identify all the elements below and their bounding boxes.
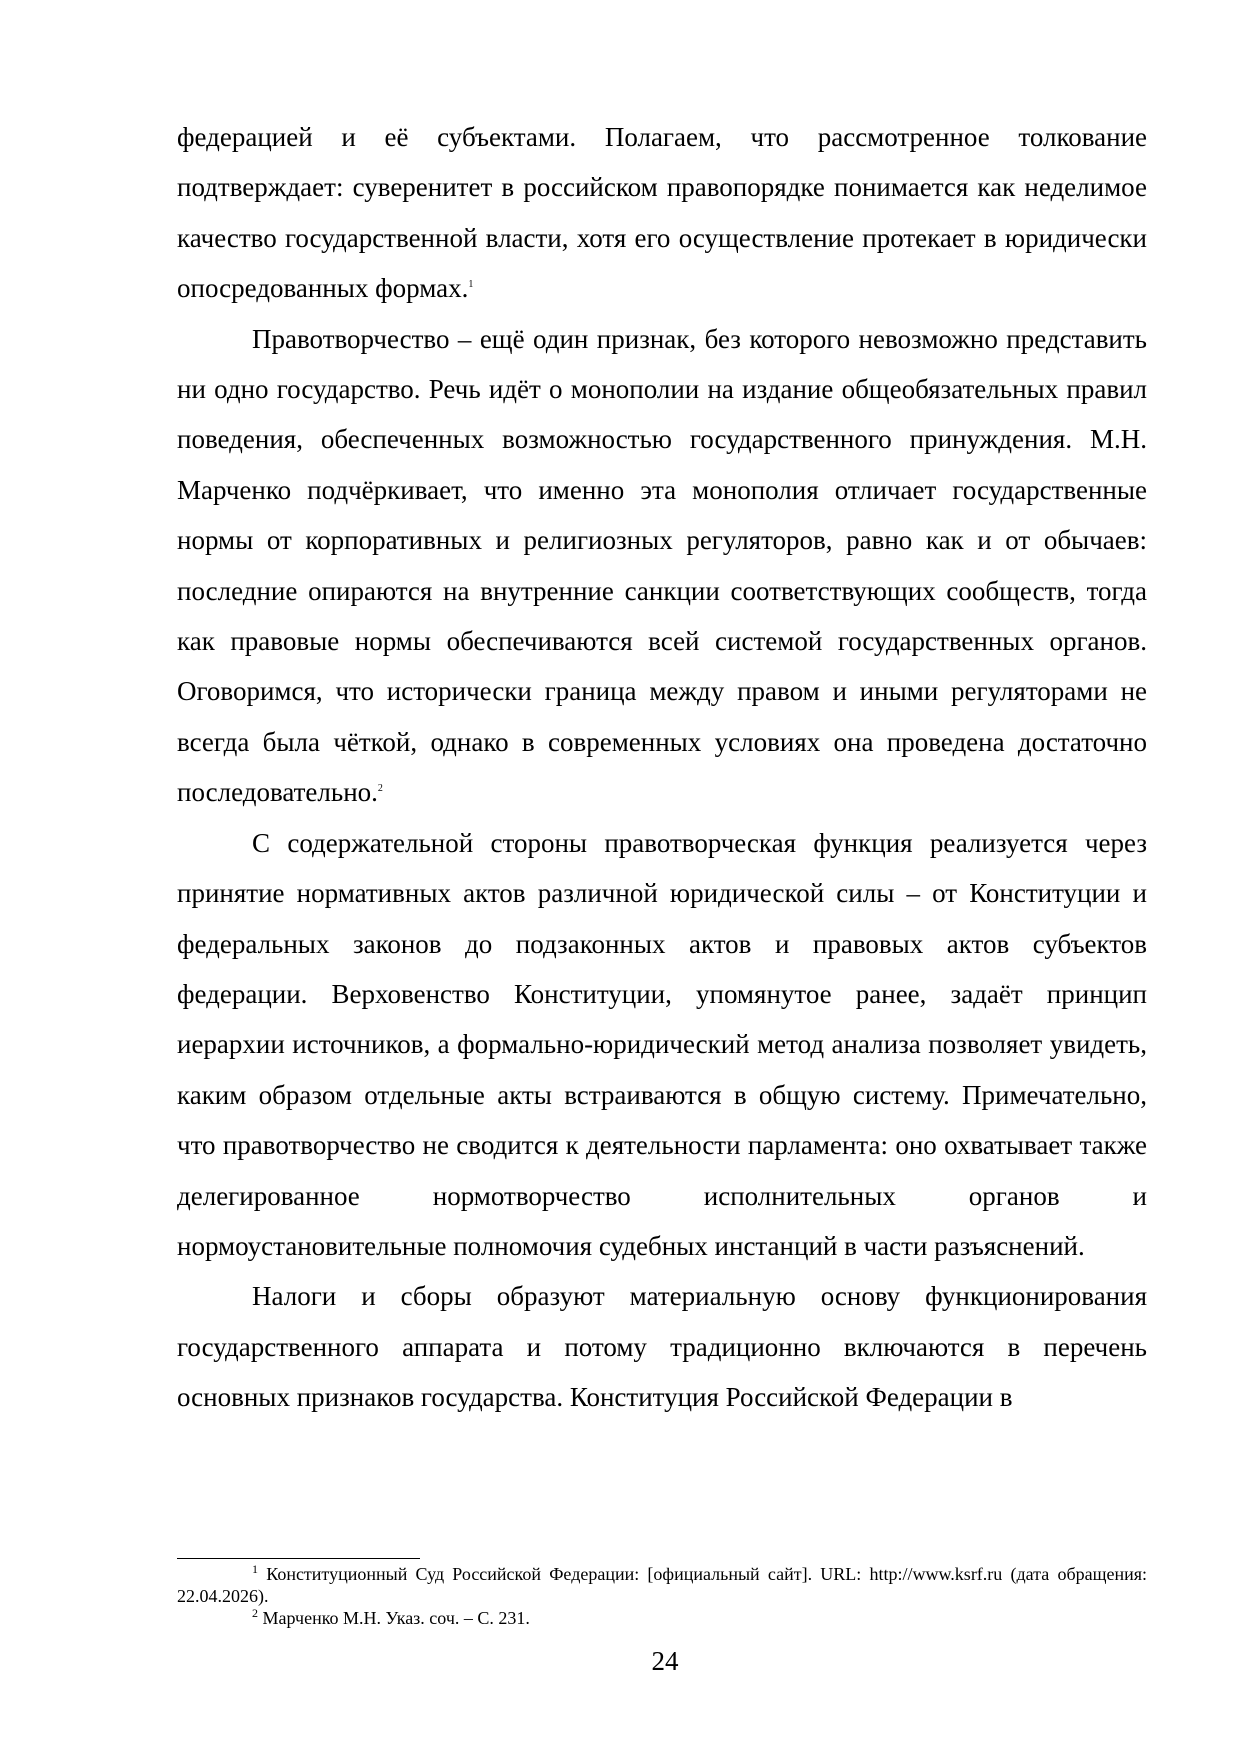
footnote-2 xyxy=(177,1607,1147,1629)
paragraph-text: федерацией и её субъектами. Полагаем, что рассмотренное толкование подтверждает: суверенитет в российском правопорядке понимается как неделимое качество государственной власти, хотя его осуществление протекает в юридически опосредованных формах. xyxy=(177,122,1147,304)
paragraph-text: Налоги и сборы образуют материальную основу функционирования государственного аппарата и потому традиционно включаются в перечень основных признаков государства. Конституция Российской Федерации в xyxy=(177,1281,1147,1413)
footnote-text: Марченко М.Н. Указ. соч. – С. 231. xyxy=(262,1608,530,1628)
paragraph-law-making-function xyxy=(177,818,1147,1272)
footnotes xyxy=(177,1563,1147,1629)
page-number: 24 xyxy=(651,1646,679,1676)
footnote-reference: 2 xyxy=(377,783,383,795)
footnote-text: Конституционный Суд Российской Федерации: [официальный сайт]. URL: http://www.ksrf.ru (дата обращения: 22.04.2026). xyxy=(177,1564,1147,1606)
footnote-1 xyxy=(177,1563,1147,1607)
footnote-separator xyxy=(177,1558,420,1559)
paragraph-taxes xyxy=(177,1271,1147,1422)
footnote-number: 1 xyxy=(252,1562,258,1576)
paragraph-text: Правотворчество – ещё один признак, без которого невозможно представить ни одно государство. Речь идёт о монополии на издание общеобязательных правил поведения, обеспеченных возможностью государственного принуждения. М.Н. Марченко подчёркивает, что именно эта монополия отличает государственные нормы от корпоративных и религиозных регуляторов, равно как и от обычаев: последние опираются на внутренние санкции соответствующих сообществ, тогда как правовые нормы обеспечиваются всей системой государственных органов. Оговоримся, что исторически граница между правом и иными регуляторами не всегда была чёткой, однако в современных условиях она проведена достаточно последовательно. xyxy=(177,323,1147,808)
footnote-reference: 1 xyxy=(468,279,474,291)
paragraph-continuation xyxy=(177,112,1147,314)
body-text xyxy=(177,112,1147,1423)
footnote-number: 2 xyxy=(252,1606,258,1620)
paragraph-law-making xyxy=(177,314,1147,818)
paragraph-text: С содержательной стороны правотворческая функция реализуется через принятие нормативных актов различной юридической силы – от Конституции и федеральных законов до подзаконных актов и правовых актов субъектов федерации. Верховенство Конституции, упомянутое ранее, задаёт принцип иерархии источников, а формально-юридический метод анализа позволяет увидеть, каким образом отдельные акты встраиваются в общую систему. Примечательно, что правотворчество не сводится к деятельности парламента: оно охватывает также делегированное нормотворчество исполнительных органов и нормоустановительные полномочия судебных инстанций в части разъяснений. xyxy=(177,827,1147,1261)
